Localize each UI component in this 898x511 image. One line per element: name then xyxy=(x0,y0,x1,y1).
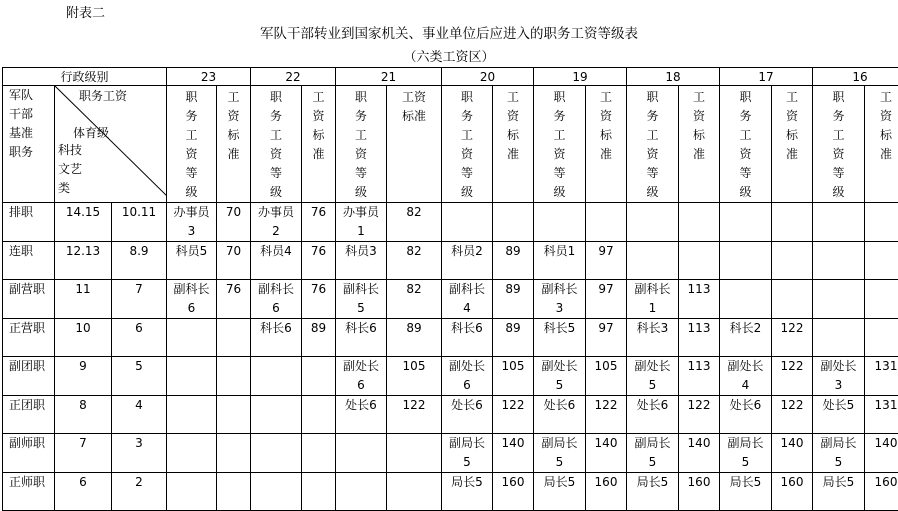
grade-column-header-text: 职务工资等级 xyxy=(186,88,198,202)
post-cell: 副师职 xyxy=(3,434,55,473)
sports-grade-cell: 9 xyxy=(55,357,112,396)
salary-grade-cell xyxy=(813,434,865,473)
grade-column-header-text: 职务工资等级 xyxy=(461,88,473,202)
salary-standard-cell xyxy=(586,203,627,242)
standard-column-header xyxy=(217,86,251,203)
sports-grade-cell: 14.15 xyxy=(55,203,112,242)
salary-standard-cell: 160 xyxy=(493,473,534,511)
grade-header: 18 xyxy=(627,68,720,86)
salary-standard-cell: 160 xyxy=(679,473,720,511)
salary-grade-cell xyxy=(813,319,865,357)
post-cell: 副营职 xyxy=(3,280,55,319)
salary-standard-cell: 76 xyxy=(217,280,251,319)
salary-grade-text: 局长5 xyxy=(727,473,764,492)
salary-standard-cell: 89 xyxy=(302,319,336,357)
salary-standard-cell xyxy=(217,319,251,357)
salary-grade-cell xyxy=(167,280,217,319)
salary-grade-cell xyxy=(720,319,772,357)
salary-grade-text: 副局长5 xyxy=(634,434,671,472)
salary-standard-cell: 113 xyxy=(679,319,720,357)
grade-header: 20 xyxy=(442,68,534,86)
salary-standard-cell: 97 xyxy=(586,280,627,319)
salary-standard-cell xyxy=(772,203,813,242)
salary-grade-cell xyxy=(442,319,493,357)
salary-grade-text: 处长5 xyxy=(820,396,857,415)
salary-standard-cell: 97 xyxy=(586,319,627,357)
salary-grade-text: 副科长1 xyxy=(634,280,671,318)
grade-column-header-text: 职务工资等级 xyxy=(647,88,659,202)
table-row xyxy=(3,473,898,511)
salary-standard-cell xyxy=(865,203,898,242)
grade-header: 16 xyxy=(813,68,898,86)
salary-standard-cell: 122 xyxy=(493,396,534,434)
salary-grade-cell xyxy=(534,357,586,396)
salary-grade-table xyxy=(2,67,898,511)
salary-grade-text: 副科长6 xyxy=(173,280,210,318)
salary-grade-text: 副局长5 xyxy=(541,434,578,472)
salary-grade-cell xyxy=(534,396,586,434)
salary-grade-text: 副科长3 xyxy=(541,280,578,318)
table-row xyxy=(3,203,898,242)
salary-standard-cell: 70 xyxy=(217,203,251,242)
grade-column-header-text: 职务工资等级 xyxy=(833,88,845,202)
salary-grade-text: 处长6 xyxy=(634,396,671,415)
salary-grade-text: 处长6 xyxy=(342,396,379,415)
salary-standard-cell: 131 xyxy=(865,357,898,396)
salary-grade-cell xyxy=(627,473,679,511)
grade-header: 19 xyxy=(534,68,627,86)
grade-column-header xyxy=(720,86,772,203)
grade-column-header xyxy=(627,86,679,203)
salary-grade-cell xyxy=(442,434,493,473)
salary-standard-cell: 105 xyxy=(493,357,534,396)
salary-grade-text: 科员4 xyxy=(257,242,294,261)
grade-column-header xyxy=(251,86,302,203)
salary-grade-cell xyxy=(336,473,387,511)
admin-level-header: 行政级别 xyxy=(3,68,167,86)
appendix-label: 附表二 xyxy=(66,2,105,21)
table-row xyxy=(3,434,898,473)
salary-grade-text: 处长6 xyxy=(541,396,578,415)
post-cell: 副团职 xyxy=(3,357,55,396)
salary-grade-cell xyxy=(251,357,302,396)
salary-grade-cell xyxy=(251,434,302,473)
standard-column-header xyxy=(772,86,813,203)
salary-standard-cell: 122 xyxy=(387,396,442,434)
salary-grade-text: 副科长6 xyxy=(257,280,294,318)
salary-standard-cell xyxy=(302,434,336,473)
salary-grade-cell xyxy=(251,396,302,434)
salary-grade-cell xyxy=(442,280,493,319)
scitech-grade-cell: 4 xyxy=(112,396,167,434)
salary-grade-cell xyxy=(813,396,865,434)
salary-grade-cell xyxy=(167,396,217,434)
salary-grade-cell xyxy=(251,473,302,511)
salary-standard-cell xyxy=(387,434,442,473)
salary-grade-cell xyxy=(167,203,217,242)
salary-standard-cell: 89 xyxy=(493,242,534,280)
salary-grade-cell xyxy=(167,357,217,396)
table-row xyxy=(3,396,898,434)
scitech-grade-cell: 2 xyxy=(112,473,167,511)
salary-standard-cell: 76 xyxy=(302,203,336,242)
standard-column-header xyxy=(387,86,442,203)
salary-standard-cell xyxy=(217,434,251,473)
salary-grade-text: 局长5 xyxy=(820,473,857,492)
salary-grade-text: 处长6 xyxy=(448,396,485,415)
grade-header: 23 xyxy=(167,68,251,86)
salary-standard-cell: 76 xyxy=(302,280,336,319)
salary-standard-cell: 122 xyxy=(679,396,720,434)
salary-grade-cell xyxy=(534,203,586,242)
standard-column-header xyxy=(679,86,720,203)
salary-grade-text: 副处长6 xyxy=(448,357,485,395)
salary-grade-cell xyxy=(167,434,217,473)
corner-label: 军队干部基准职务 xyxy=(9,86,34,162)
salary-grade-cell xyxy=(813,280,865,319)
standard-column-header-text: 工资标准 xyxy=(786,88,798,164)
salary-grade-cell xyxy=(813,203,865,242)
standard-column-header xyxy=(865,86,898,203)
salary-grade-cell xyxy=(336,203,387,242)
document-title: 军队干部转业到国家机关、事业单位后应进入的职务工资等级表 xyxy=(0,22,898,42)
salary-standard-cell: 89 xyxy=(493,280,534,319)
salary-standard-cell: 160 xyxy=(772,473,813,511)
salary-standard-cell: 140 xyxy=(772,434,813,473)
salary-grade-text: 副科长5 xyxy=(342,280,379,318)
salary-grade-cell xyxy=(534,473,586,511)
salary-grade-text: 副处长4 xyxy=(727,357,764,395)
salary-standard-cell xyxy=(302,357,336,396)
salary-standard-cell xyxy=(772,242,813,280)
salary-standard-cell: 140 xyxy=(493,434,534,473)
salary-grade-text: 科员5 xyxy=(173,242,210,261)
salary-standard-cell: 160 xyxy=(586,473,627,511)
salary-standard-cell xyxy=(679,203,720,242)
post-cell: 正团职 xyxy=(3,396,55,434)
salary-grade-cell xyxy=(167,242,217,280)
scitech-grade-cell: 8.9 xyxy=(112,242,167,280)
salary-standard-cell xyxy=(679,242,720,280)
salary-grade-cell xyxy=(534,242,586,280)
salary-grade-cell xyxy=(442,203,493,242)
standard-column-header-text: 工资标准 xyxy=(880,88,892,164)
salary-grade-cell xyxy=(336,319,387,357)
salary-standard-cell: 89 xyxy=(387,319,442,357)
salary-grade-text: 科员1 xyxy=(541,242,578,261)
salary-standard-cell: 140 xyxy=(679,434,720,473)
salary-grade-cell xyxy=(251,203,302,242)
grade-column-header xyxy=(167,86,217,203)
salary-grade-cell xyxy=(627,203,679,242)
salary-standard-cell xyxy=(387,473,442,511)
sports-grade-cell: 10 xyxy=(55,319,112,357)
salary-grade-text: 副处长5 xyxy=(541,357,578,395)
salary-grade-text: 科员2 xyxy=(448,242,485,261)
salary-grade-cell xyxy=(442,473,493,511)
salary-standard-cell xyxy=(217,396,251,434)
salary-grade-text: 科长6 xyxy=(448,319,485,338)
salary-grade-cell xyxy=(167,473,217,511)
salary-grade-cell xyxy=(720,242,772,280)
diagonal-header-cell xyxy=(55,86,167,203)
salary-grade-text: 局长5 xyxy=(541,473,578,492)
salary-grade-text: 副科长4 xyxy=(448,280,485,318)
salary-grade-cell xyxy=(720,203,772,242)
standard-column-header xyxy=(302,86,336,203)
salary-standard-cell: 105 xyxy=(586,357,627,396)
standard-column-header xyxy=(586,86,627,203)
salary-grade-cell xyxy=(534,319,586,357)
salary-standard-cell: 140 xyxy=(586,434,627,473)
document-subtitle: （六类工资区） xyxy=(0,46,898,65)
grade-column-header xyxy=(813,86,865,203)
salary-grade-cell xyxy=(251,280,302,319)
salary-standard-cell xyxy=(217,357,251,396)
salary-grade-cell xyxy=(627,357,679,396)
grade-column-header xyxy=(336,86,387,203)
salary-grade-cell xyxy=(813,357,865,396)
salary-grade-text: 科长6 xyxy=(342,319,379,338)
table-row xyxy=(3,319,898,357)
salary-grade-cell xyxy=(442,396,493,434)
salary-grade-cell xyxy=(167,319,217,357)
standard-column-header-text: 工资标准 xyxy=(313,88,325,164)
sports-grade-cell: 7 xyxy=(55,434,112,473)
salary-standard-cell: 122 xyxy=(772,396,813,434)
post-cell: 连职 xyxy=(3,242,55,280)
salary-grade-text: 处长6 xyxy=(727,396,764,415)
salary-grade-cell xyxy=(336,242,387,280)
table-row xyxy=(3,357,898,396)
table-row xyxy=(3,242,898,280)
salary-grade-text: 副局长5 xyxy=(820,434,857,472)
salary-grade-cell xyxy=(720,473,772,511)
salary-standard-cell: 97 xyxy=(586,242,627,280)
grade-column-header xyxy=(534,86,586,203)
post-cell: 正营职 xyxy=(3,319,55,357)
standard-column-header-text: 工资标准 xyxy=(693,88,705,164)
salary-standard-cell: 122 xyxy=(772,357,813,396)
salary-grade-cell xyxy=(627,242,679,280)
scitech-grade-cell: 3 xyxy=(112,434,167,473)
salary-grade-text: 局长5 xyxy=(634,473,671,492)
scitech-grade-cell: 7 xyxy=(112,280,167,319)
salary-grade-cell xyxy=(251,242,302,280)
salary-standard-cell: 89 xyxy=(493,319,534,357)
salary-standard-cell: 160 xyxy=(865,473,898,511)
post-cell: 正师职 xyxy=(3,473,55,511)
grade-column-header-text: 职务工资等级 xyxy=(740,88,752,202)
position-salary-label: 职务工资 xyxy=(79,87,127,106)
salary-standard-cell xyxy=(302,396,336,434)
salary-grade-text: 副处长3 xyxy=(820,357,857,395)
grade-column-header-text: 职务工资等级 xyxy=(270,88,282,202)
salary-grade-text: 办事员2 xyxy=(257,203,294,241)
salary-standard-cell xyxy=(217,473,251,511)
salary-standard-cell: 113 xyxy=(679,280,720,319)
salary-grade-text: 副处长6 xyxy=(342,357,379,395)
salary-grade-cell xyxy=(336,396,387,434)
grade-header: 17 xyxy=(720,68,813,86)
salary-standard-cell: 82 xyxy=(387,203,442,242)
salary-grade-cell xyxy=(720,434,772,473)
salary-grade-cell xyxy=(627,319,679,357)
salary-grade-text: 副局长5 xyxy=(448,434,485,472)
salary-standard-cell xyxy=(302,473,336,511)
salary-grade-text: 副处长5 xyxy=(634,357,671,395)
salary-grade-text: 科长5 xyxy=(541,319,578,338)
salary-standard-cell: 70 xyxy=(217,242,251,280)
salary-grade-text: 科长6 xyxy=(257,319,294,338)
corner-label-cell xyxy=(3,86,55,203)
grade-column-header-text: 职务工资等级 xyxy=(554,88,566,202)
salary-grade-cell xyxy=(336,280,387,319)
salary-grade-cell xyxy=(627,396,679,434)
standard-column-header-text: 工资标准 xyxy=(600,88,612,164)
salary-grade-cell xyxy=(813,242,865,280)
salary-standard-cell: 113 xyxy=(679,357,720,396)
salary-standard-cell: 131 xyxy=(865,396,898,434)
salary-grade-cell xyxy=(442,242,493,280)
salary-standard-cell xyxy=(865,319,898,357)
salary-grade-cell xyxy=(720,280,772,319)
standard-column-header xyxy=(493,86,534,203)
standard-column-header-text: 工资标准 xyxy=(507,88,519,164)
salary-grade-cell xyxy=(251,319,302,357)
salary-grade-text: 局长5 xyxy=(448,473,485,492)
salary-grade-text: 科员3 xyxy=(342,242,379,261)
sports-grade-cell: 6 xyxy=(55,473,112,511)
table-row xyxy=(3,280,898,319)
sports-grade-cell: 12.13 xyxy=(55,242,112,280)
sports-label: 体育级 xyxy=(73,124,109,143)
scitech-grade-cell: 5 xyxy=(112,357,167,396)
salary-grade-text: 办事员3 xyxy=(173,203,210,241)
grade-header: 22 xyxy=(251,68,336,86)
post-cell: 排职 xyxy=(3,203,55,242)
salary-standard-cell xyxy=(772,280,813,319)
salary-standard-cell: 82 xyxy=(387,242,442,280)
salary-grade-text: 科长3 xyxy=(634,319,671,338)
salary-standard-cell xyxy=(865,280,898,319)
scitech-grade-cell: 6 xyxy=(112,319,167,357)
sports-grade-cell: 11 xyxy=(55,280,112,319)
sports-grade-cell: 8 xyxy=(55,396,112,434)
salary-grade-text: 科长2 xyxy=(727,319,764,338)
salary-grade-cell xyxy=(813,473,865,511)
salary-grade-cell xyxy=(720,357,772,396)
salary-standard-cell: 122 xyxy=(772,319,813,357)
grade-column-header xyxy=(442,86,493,203)
scitech-grade-cell: 10.11 xyxy=(112,203,167,242)
salary-grade-text: 副局长5 xyxy=(727,434,764,472)
standard-column-header-text: 工资标准 xyxy=(402,88,426,126)
salary-grade-cell xyxy=(534,280,586,319)
salary-grade-cell xyxy=(627,280,679,319)
scitech-arts-label: 科技文艺类 xyxy=(58,141,83,198)
salary-standard-cell xyxy=(865,242,898,280)
grade-column-header-text: 职务工资等级 xyxy=(355,88,367,202)
salary-grade-cell xyxy=(627,434,679,473)
salary-grade-cell xyxy=(534,434,586,473)
salary-standard-cell: 140 xyxy=(865,434,898,473)
salary-grade-cell xyxy=(336,434,387,473)
salary-standard-cell: 105 xyxy=(387,357,442,396)
salary-standard-cell: 122 xyxy=(586,396,627,434)
standard-column-header-text: 工资标准 xyxy=(228,88,240,164)
salary-standard-cell: 76 xyxy=(302,242,336,280)
salary-grade-cell xyxy=(336,357,387,396)
salary-standard-cell: 82 xyxy=(387,280,442,319)
salary-grade-text: 办事员1 xyxy=(342,203,379,241)
salary-grade-cell xyxy=(442,357,493,396)
salary-grade-cell xyxy=(720,396,772,434)
grade-header: 21 xyxy=(336,68,442,86)
salary-standard-cell xyxy=(493,203,534,242)
